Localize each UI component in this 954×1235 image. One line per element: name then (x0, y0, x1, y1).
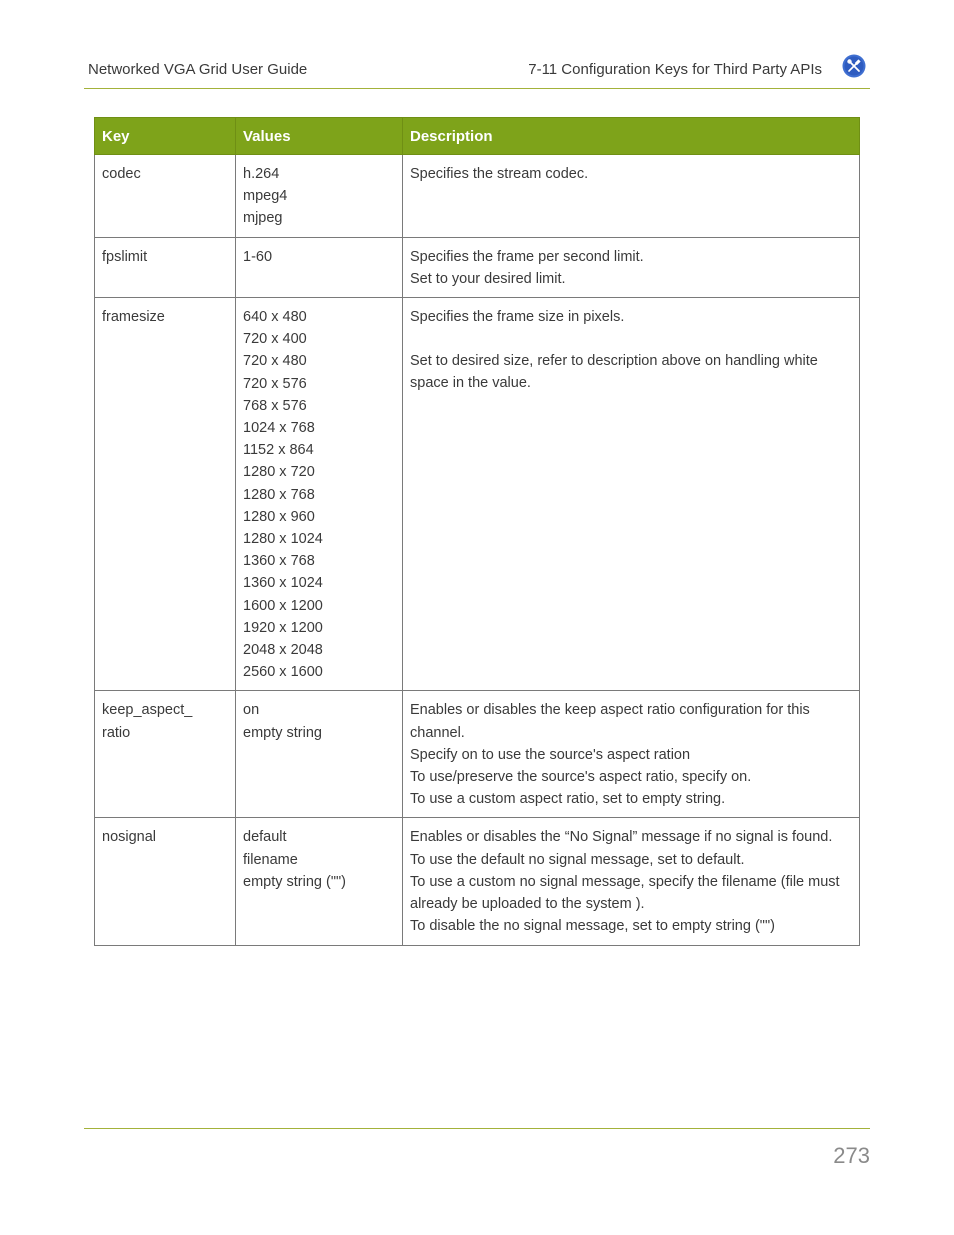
cell-line: 2048 x 2048 (243, 642, 323, 659)
cell-description (403, 298, 860, 691)
cell-line: 1280 x 960 (243, 508, 315, 525)
cell-line: mpeg4 (243, 188, 288, 205)
cell-line: Specifies the stream codec. (410, 166, 589, 182)
section-title: 7-11 Configuration Keys for Third Party APIs (528, 61, 822, 78)
cell-line: Enables or disables the “No Signal” message if no signal is found. (410, 829, 833, 846)
cell-line: keep_aspect_ (102, 702, 193, 719)
cell-spacer (410, 328, 852, 350)
cell-line: Specify on to use the source's aspect ration (410, 746, 691, 763)
cell-values (236, 691, 403, 818)
cell-line: To use the default no signal message, set to default. (410, 851, 745, 868)
column-header-description: Description (403, 118, 860, 155)
cell-line: on (243, 702, 260, 719)
cell-line: mjpeg (243, 210, 283, 227)
cell-line: 1280 x 720 (243, 464, 315, 481)
cell-line: empty string ("") (243, 873, 346, 890)
cell-line: Specifies the frame size in pixels. (410, 309, 625, 326)
cell-values (236, 155, 403, 238)
cell-description (403, 818, 860, 945)
cell-line: 1024 x 768 (243, 420, 315, 437)
cell-line: To disable the no signal message, set to empty string ("") (410, 918, 775, 935)
cell-line: 1280 x 1024 (243, 531, 323, 548)
cell-line: framesize (102, 309, 165, 326)
cell-line: To use a custom aspect ratio, set to empty string. (410, 791, 726, 808)
cell-values (236, 818, 403, 945)
cell-line: 768 x 576 (243, 397, 307, 414)
cell-line: default (243, 829, 287, 846)
cell-line: 1-60 (243, 248, 273, 265)
cell-line: Set to your desired limit. (410, 270, 566, 287)
cell-line: fpslimit (102, 248, 148, 265)
cell-line: Set to desired size, refer to description above on handling white space in the value. (410, 353, 818, 392)
cell-values (236, 298, 403, 691)
table-row (95, 691, 860, 818)
cell-line: empty string (243, 724, 322, 741)
cell-key (95, 691, 236, 818)
cell-line: To use/preserve the source's aspect ratio, specify on. (410, 769, 752, 786)
column-header-values: Values (236, 118, 403, 155)
cell-line: codec (102, 166, 141, 182)
cell-values (236, 237, 403, 297)
cell-line: 1152 x 864 (243, 442, 314, 459)
page-number: 273 (833, 1143, 870, 1168)
cell-line: ratio (102, 724, 131, 741)
table-header-row (95, 118, 860, 155)
column-header-key: Key (95, 118, 236, 155)
cell-key (95, 818, 236, 945)
cell-line: 1360 x 768 (243, 553, 315, 570)
page-footer (84, 1128, 870, 1168)
cell-key (95, 155, 236, 238)
cell-line: Specifies the frame per second limit. (410, 248, 644, 265)
cell-line: Enables or disables the keep aspect ratio configuration for this channel. (410, 702, 810, 741)
cell-line: nosignal (102, 829, 157, 846)
cell-line: h.264 (243, 166, 280, 182)
cell-line: 1600 x 1200 (243, 597, 323, 614)
cell-key (95, 298, 236, 691)
configuration-keys-table (94, 117, 860, 946)
table-row (95, 155, 860, 238)
table-row (95, 237, 860, 297)
cell-line: 1360 x 1024 (243, 575, 323, 592)
cell-line: filename (243, 851, 298, 868)
table-row (95, 818, 860, 945)
cell-line: 720 x 576 (243, 375, 307, 392)
cell-description (403, 155, 860, 238)
cell-key (95, 237, 236, 297)
page-header (84, 54, 870, 89)
cell-line: 720 x 400 (243, 331, 307, 348)
cell-line: To use a custom no signal message, specify the filename (file must already be uploaded to the system ). (410, 873, 840, 913)
table-row (95, 298, 860, 691)
cell-line: 720 x 480 (243, 353, 307, 370)
cell-line: 2560 x 1600 (243, 664, 323, 681)
cell-line: 1280 x 768 (243, 486, 315, 503)
cell-description (403, 691, 860, 818)
guide-title: Networked VGA Grid User Guide (88, 61, 308, 78)
cell-line: 1920 x 1200 (243, 619, 323, 636)
tools-icon (842, 54, 866, 78)
cell-description (403, 237, 860, 297)
cell-line: 640 x 480 (243, 309, 307, 326)
